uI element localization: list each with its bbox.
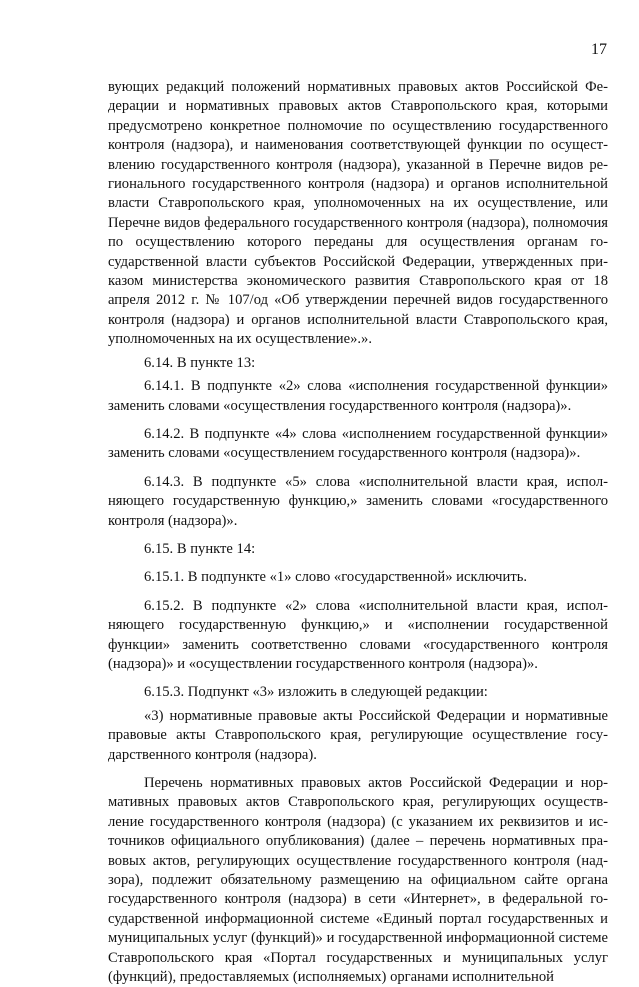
paragraph-6-15: 6.15. В пункте 14: bbox=[144, 540, 256, 557]
paragraph-6-15-1: 6.15.1. В подпункте «1» слово «государственной» исключить. bbox=[144, 569, 528, 586]
paragraph-quote-3: «3) нормативные правовые акты Российской Федерации и нормативные правовые акты Ставропольского края, регулирующие осуществление государственного контроля (надзора). bbox=[108, 707, 608, 763]
paragraph-list-of-acts: Перечень нормативных правовых актов Российской Федерации и нормативных правовых актов Ставропольского края, регулирующих осуществление государственного контроля (надзора) (с указанием их реквизитов и источников официального опубликования) (далее – перечень нормативных правовых актов, регулирующих осуществление государственного контроля (надзора), подлежит обязательному размещению на официальном сайте органа государственного контроля (надзора) в сети «Интернет», в федеральной государственной информационной системе «Единый портал государственных и муниципальных услуг (функций)» и государственной информационной системе Ставропольского края «Портал государственных и муниципальных услуг (функций), предоставляемых (исполняемых) органами исполнительной bbox=[108, 775, 608, 986]
paragraph-6-14-1: 6.14.1. В подпункте «2» слова «исполнения государственной функции» заменить словами «осуществления государственного контроля (надзора)». bbox=[108, 378, 608, 414]
paragraph-continuation: вующих редакций положений нормативных правовых актов Российской Федерации и нормативных правовых актов Ставропольского края, которыми предусмотрено конкретное полномочие по осуществлению государственного контроля (надзора), и наименования соответствующей функции по осуществлению государственного контроля (надзора), указанной в Перечне видов регионального государственного контроля (надзора) и органов исполнительной власти Ставропольского края, уполномоченных на их осуществление, или Перечне видов федерального государственного контроля (надзора), полномочия по осуществлению которого переданы для осуществления органам государственной власти субъектов Российской Федерации, утвержденных приказом министерства экономического развития Ставропольского края от 18 апреля 2012 г. № 107/од «Об утверждении перечней видов государственного контроля (надзора) и органов исполнительной власти Ставропольского края, уполномоченных на их осуществление».». bbox=[108, 79, 608, 348]
paragraph-6-14: 6.14. В пункте 13: bbox=[144, 354, 256, 371]
paragraph-6-14-3: 6.14.3. В подпункте «5» слова «исполнительной власти края, исполняющего государственную функцию,» заменить словами «государственного контроля (надзора)». bbox=[108, 473, 608, 529]
paragraph-6-15-3: 6.15.3. Подпункт «3» изложить в следующей редакции: bbox=[144, 684, 488, 701]
document-body bbox=[108, 78, 608, 987]
paragraph-6-15-2: 6.15.2. В подпункте «2» слова «исполнительной власти края, исполняющего государственную функцию,» и «исполнении государственной функции» заменить соответственно словами «государственного контроля (надзора)» и «осуществлении государственного контроля (надзора)». bbox=[108, 597, 608, 672]
page-number: 17 bbox=[591, 41, 607, 58]
paragraph-6-14-2: 6.14.2. В подпункте «4» слова «исполнением государственной функции» заменить словами «осуществлением государственного контроля (надзора)». bbox=[108, 425, 608, 462]
